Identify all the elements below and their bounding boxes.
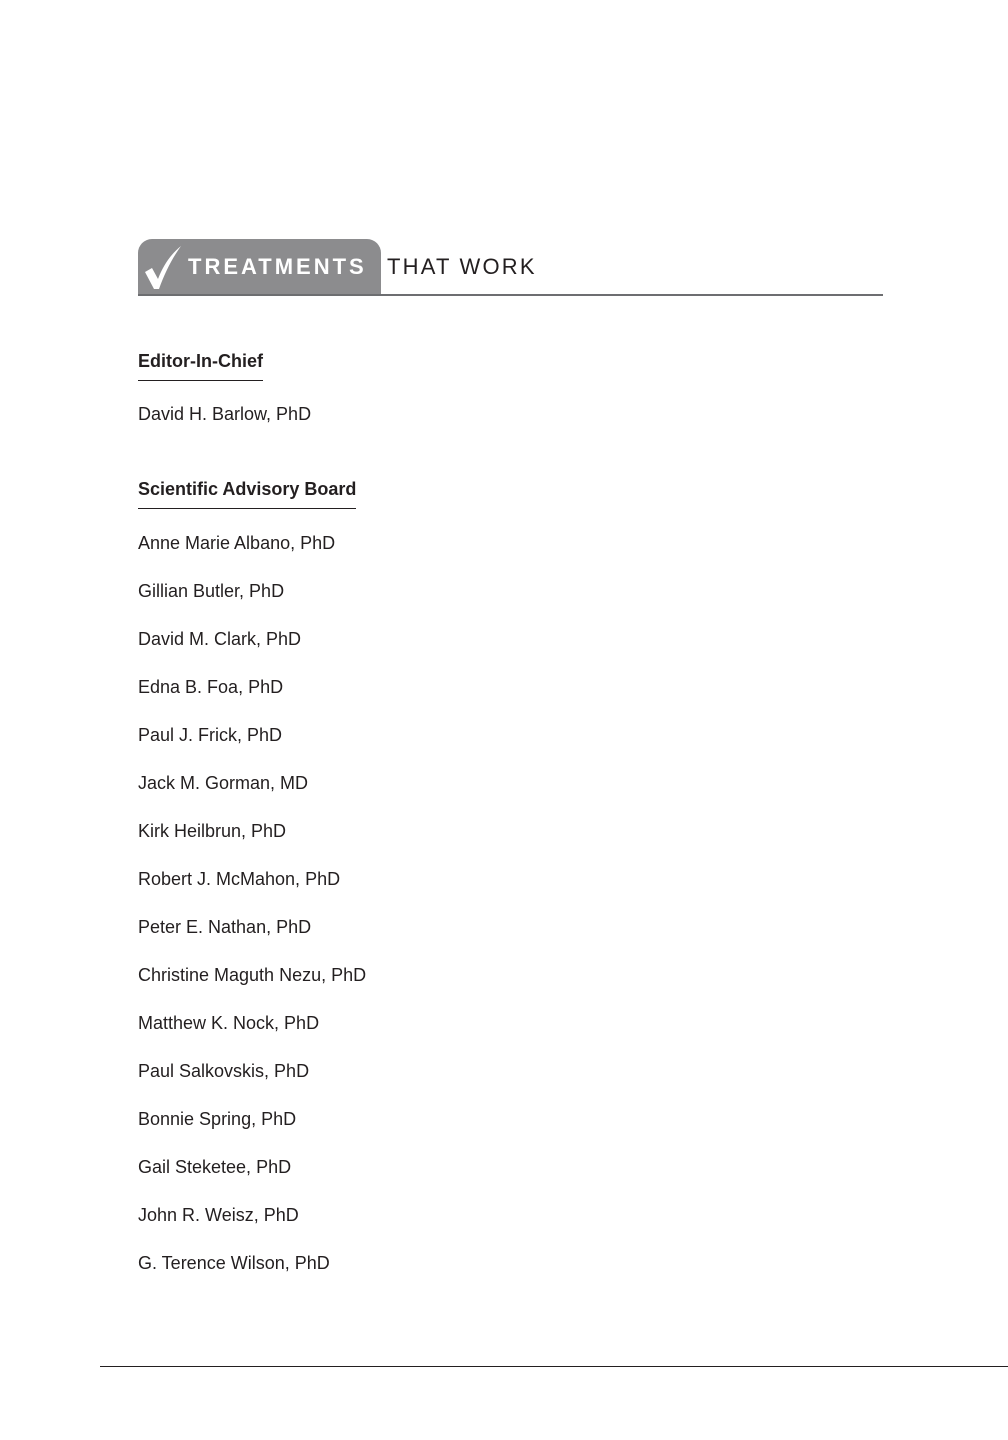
board-member: Jack M. Gorman, MD <box>138 773 309 793</box>
board-member: Christine Maguth Nezu, PhD <box>138 965 367 985</box>
board-member: Peter E. Nathan, PhD <box>138 917 312 937</box>
checkmark-icon <box>142 245 182 291</box>
board-member: G. Terence Wilson, PhD <box>138 1253 330 1273</box>
advisory-board-heading: Scientific Advisory Board <box>138 479 356 509</box>
board-member: Robert J. McMahon, PhD <box>138 869 341 889</box>
board-member: Bonnie Spring, PhD <box>138 1109 297 1129</box>
series-logo-tab <box>138 239 381 295</box>
board-member: John R. Weisz, PhD <box>138 1205 299 1225</box>
board-member: Matthew K. Nock, PhD <box>138 1013 320 1033</box>
editor-in-chief-heading: Editor-In-Chief <box>138 351 263 381</box>
advisory-board-list <box>138 532 366 1300</box>
board-member: David M. Clark, PhD <box>138 629 302 649</box>
series-title-secondary: THAT WORK <box>387 254 537 279</box>
series-underline <box>138 294 883 296</box>
board-member: Gail Steketee, PhD <box>138 1157 292 1177</box>
board-member: Anne Marie Albano, PhD <box>138 533 336 553</box>
footer-rule <box>100 1366 1008 1367</box>
series-title-primary: TREATMENTS <box>188 254 367 279</box>
board-member: Edna B. Foa, PhD <box>138 677 284 697</box>
series-logo <box>138 239 883 296</box>
board-member: Paul J. Frick, PhD <box>138 725 283 745</box>
board-member: Gillian Butler, PhD <box>138 581 285 601</box>
editor-in-chief-name: David H. Barlow, PhD <box>138 404 312 424</box>
board-member: Kirk Heilbrun, PhD <box>138 821 287 841</box>
board-member: Paul Salkovskis, PhD <box>138 1061 310 1081</box>
